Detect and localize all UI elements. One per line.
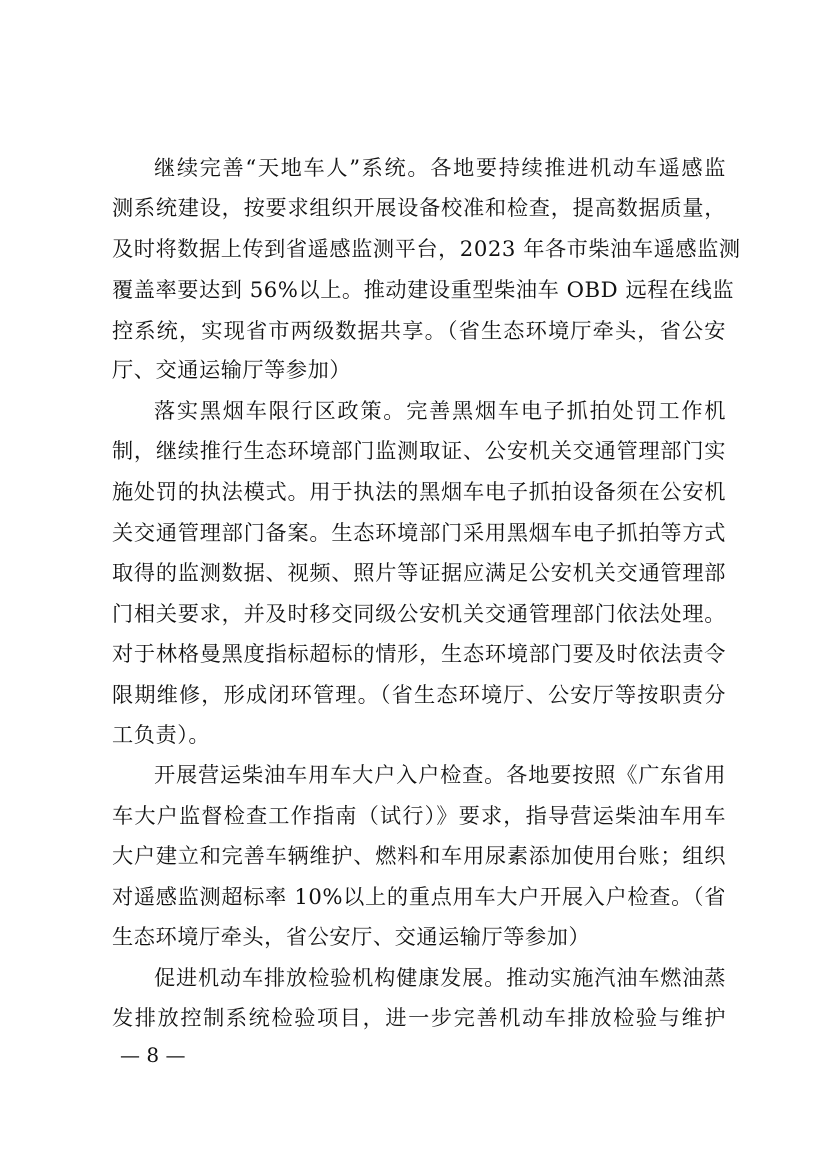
paragraph-2-line-3: 施处罚的执法模式。用于执法的黑烟车电子抓拍设备须在公安机 — [112, 479, 726, 504]
paragraph-2-line-4: 关交通管理部门备案。生态环境部门采用黑烟车电子抓拍等方式 — [112, 520, 726, 545]
paragraph-1-line-3: 及时将数据上传到省遥感监测平台，2023 年各市柴油车遥感监测 — [112, 236, 741, 261]
paragraph-2-line-5: 取得的监测数据、视频、照片等证据应满足公安机关交通管理部 — [112, 560, 726, 585]
paragraph-2-line-9: 工负责）。 — [112, 722, 211, 747]
paragraph-3-line-2: 车大户监督检查工作指南（试行）》要求，指导营运柴油车用车 — [112, 803, 726, 828]
paragraph-2-line-8: 限期维修，形成闭环管理。（省生态环境厅、公安厅等按职责分 — [112, 682, 726, 707]
paragraph-1-line-6: 厅、交通运输厅等参加） — [112, 357, 352, 382]
paragraph-2-line-6: 门相关要求，并及时移交同级公安机关交通管理部门依法处理。 — [112, 601, 726, 626]
paragraph-3-line-3: 大户建立和完善车辆维护、燃料和车用尿素添加使用台账；组织 — [112, 843, 726, 868]
paragraph-2-line-1: 落实黑烟车限行区政策。完善黑烟车电子抓拍处罚工作机 — [154, 398, 726, 423]
paragraph-1-line-2: 测系统建设，按要求组织开展设备校准和检查，提高数据质量， — [112, 195, 726, 220]
paragraph-1-line-5: 控系统，实现省市两级数据共享。（省生态环境厅牵头，省公安 — [112, 318, 726, 343]
paragraph-2-line-7: 对于林格曼黑度指标超标的情形，生态环境部门要及时依法责令 — [112, 641, 726, 666]
paragraph-1-line-4: 覆盖率要达到 56%以上。推动建设重型柴油车 OBD 远程在线监 — [112, 277, 735, 302]
paragraph-4-line-2: 发排放控制系统检验项目，进一步完善机动车排放检验与维护 — [112, 1005, 726, 1030]
paragraph-2-line-2: 制，继续推行生态环境部门监测取证、公安机关交通管理部门实 — [112, 438, 726, 463]
paragraph-3-line-5: 生态环境厅牵头，省公安厅、交通运输厅等参加） — [112, 924, 591, 949]
paragraph-3-line-4: 对遥感监测超标率 10%以上的重点用车大户开展入户检查。（省 — [112, 884, 726, 909]
paragraph-4-line-1: 促进机动车排放检验机构健康发展。推动实施汽油车燃油蒸 — [154, 965, 726, 990]
paragraph-1-line-1: 继续完善“天地车人”系统。各地要持续推进机动车遥感监 — [154, 155, 726, 180]
page-number: — 8 — — [120, 1043, 186, 1067]
paragraph-3-line-1: 开展营运柴油车用车大户入户检查。各地要按照《广东省用 — [154, 762, 726, 787]
